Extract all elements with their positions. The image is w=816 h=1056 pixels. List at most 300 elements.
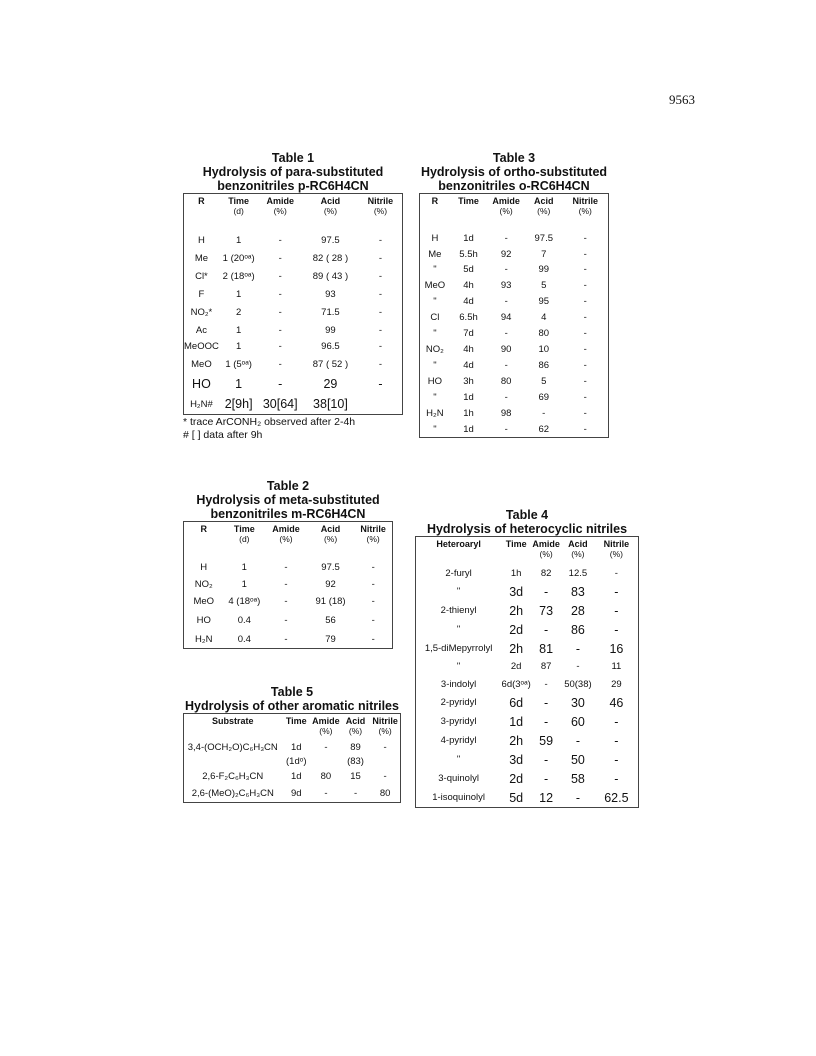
table-cell: 1d <box>463 392 474 403</box>
table-row <box>184 768 400 785</box>
column-header: Acid <box>320 196 341 206</box>
table-cell: - <box>278 358 282 370</box>
table-cell: 3h <box>463 376 474 387</box>
table-cell: - <box>583 328 587 339</box>
table-cell: - <box>504 360 508 371</box>
table-cell: 2d <box>510 661 522 672</box>
table-cell: - <box>575 790 580 805</box>
unit-cell: (%) <box>539 549 553 559</box>
table-cell: 4h <box>463 280 474 291</box>
t5-grid <box>184 714 400 802</box>
table-cell: - <box>378 288 383 300</box>
table-cell: 87 ( 52 ) <box>312 358 349 370</box>
table-row <box>420 262 608 277</box>
table-cell: - <box>278 306 282 318</box>
table-cell: 94 <box>500 312 512 323</box>
table-cell: 2-thienyl <box>440 605 477 616</box>
table-1-notes <box>183 416 403 442</box>
table-cell: HO <box>192 377 211 391</box>
table-cell: MeO <box>193 595 215 607</box>
table-cell: 3d <box>509 584 524 599</box>
table-2-title <box>183 479 393 521</box>
table-1-title <box>183 151 403 193</box>
table-cell: HO <box>427 376 442 387</box>
table-row <box>420 247 608 262</box>
table-cell: " <box>456 624 461 635</box>
table-cell: 80 <box>379 788 391 799</box>
t1-title-line: Table 1 <box>271 151 315 165</box>
table-cell: 1d <box>290 771 302 782</box>
table-cell: - <box>378 270 383 282</box>
table-cell: " <box>433 328 437 339</box>
unit-cell: (%) <box>323 206 338 216</box>
table-cell: - <box>575 733 580 748</box>
table-cell: 2h <box>509 603 524 618</box>
table-cell: - <box>544 752 549 767</box>
table-row <box>420 405 608 422</box>
table-cell: 1 (5ᵒᵃ) <box>225 358 252 370</box>
table-cell: 4 <box>541 312 547 323</box>
table-cell: 97.5 <box>534 233 554 244</box>
column-header: Nitrile <box>372 716 398 726</box>
table-cell: 4 (18ᵒᵃ) <box>228 595 261 607</box>
column-header: Amide <box>492 196 520 206</box>
table-cell: " <box>433 360 437 371</box>
column-header: Acid <box>320 524 341 534</box>
table-cell: 92 <box>325 578 336 590</box>
table-cell: 82 ( 28 ) <box>312 252 349 264</box>
table-cell: 86 <box>538 360 550 371</box>
table-cell: 38[10] <box>313 397 348 411</box>
table-cell: Ac <box>195 324 207 336</box>
table-cell: - <box>284 561 288 573</box>
table-cell: - <box>284 633 288 645</box>
unit-row <box>184 534 392 558</box>
table-cell: 1 <box>235 377 243 391</box>
unit-row <box>184 206 402 230</box>
table-cell: H₂N <box>426 408 444 419</box>
table-cell: - <box>378 377 383 391</box>
table-cell: - <box>575 641 580 656</box>
unit-cell <box>416 549 501 565</box>
table-4 <box>415 508 639 808</box>
table-cell: - <box>378 252 383 264</box>
t2-title-line: benzonitriles m-RC6H4CN <box>210 507 366 521</box>
table-cell: 30 <box>570 695 585 710</box>
table-cell: 1,5-diMepyrrolyl <box>424 643 493 654</box>
table-cell: - <box>324 742 328 753</box>
table-cell: Cl <box>430 312 440 323</box>
column-header: Nitrile <box>367 196 394 206</box>
table-cell: - <box>583 312 587 323</box>
table-cell: 2h <box>509 641 524 656</box>
table-cell: " <box>433 264 437 275</box>
table-cell: - <box>383 742 387 753</box>
unit-cell: (%) <box>537 206 551 216</box>
table-2 <box>183 479 393 649</box>
table-cell: 92 <box>500 249 512 260</box>
unit-cell: (%) <box>319 726 333 736</box>
table-row <box>420 326 608 341</box>
table-cell: - <box>504 296 508 307</box>
table-cell: 12 <box>539 790 554 805</box>
table-row <box>184 630 392 648</box>
table-cell: - <box>614 603 619 618</box>
t2-title-line: Table 2 <box>266 479 310 493</box>
t5-title-line: Table 5 <box>270 685 314 699</box>
table-cell: - <box>544 622 549 637</box>
table-row <box>184 338 402 354</box>
table-cell: - <box>371 614 375 626</box>
table-cell: Me <box>428 249 442 260</box>
table-cell: 2d <box>509 771 524 786</box>
table-cell <box>370 755 400 768</box>
table-cell: - <box>378 234 383 246</box>
table-4-title <box>415 508 639 536</box>
unit-cell <box>184 534 223 558</box>
table-5-title <box>183 685 401 713</box>
table-cell: 50 <box>570 752 585 767</box>
table-row <box>420 309 608 326</box>
table-cell: 97.5 <box>321 234 340 246</box>
table-cell: - <box>383 771 387 782</box>
table-cell: 73 <box>539 603 554 618</box>
table-cell: 15 <box>350 771 361 782</box>
unit-cell <box>184 206 219 230</box>
table-row <box>184 576 392 592</box>
table-cell: 58 <box>570 771 585 786</box>
table-cell: - <box>614 771 619 786</box>
column-header: Nitrile <box>603 539 630 549</box>
table-cell: H₂N <box>195 633 213 645</box>
table-cell: - <box>504 424 508 435</box>
table-cell: 86 <box>570 622 585 637</box>
unit-cell: (%) <box>279 534 293 544</box>
table-row <box>416 620 638 639</box>
t4-title-line: Hydrolysis of heterocyclic nitriles <box>426 522 628 536</box>
table-3-title <box>419 151 609 193</box>
table-cell: 62.5 <box>604 790 629 805</box>
table-cell: 69 <box>538 392 550 403</box>
table-cell: " <box>433 296 437 307</box>
table-row <box>416 658 638 675</box>
table-row <box>420 230 608 247</box>
table-cell: - <box>278 270 282 282</box>
table-cell: - <box>614 714 619 729</box>
table-3 <box>419 151 609 438</box>
table-row <box>420 277 608 294</box>
table-cell: 5.5h <box>459 249 478 260</box>
column-header: Acid <box>568 539 588 549</box>
table-row <box>184 740 400 755</box>
table-cell: - <box>583 344 587 355</box>
table-cell: 60 <box>570 714 585 729</box>
table-cell: 1 <box>241 578 247 590</box>
table-row <box>184 374 402 394</box>
table-cell: 1-isoquinolyl <box>432 792 485 803</box>
table-cell: 5d <box>463 264 474 275</box>
page-number: 9563 <box>669 92 695 107</box>
table-cell: 30[64] <box>262 397 298 411</box>
table-cell: - <box>504 328 508 339</box>
table-cell: 56 <box>325 614 336 626</box>
table-cell: MeOOC <box>184 340 219 352</box>
column-header: Amide <box>272 524 300 534</box>
column-header: Nitrile <box>360 524 386 534</box>
table-row <box>416 750 638 769</box>
table-cell: - <box>371 578 375 590</box>
table-row <box>416 565 638 582</box>
table-cell: 1 <box>235 288 242 300</box>
table-cell: - <box>583 280 587 291</box>
table-cell: 4h <box>463 344 474 355</box>
column-header: Substrate <box>212 716 254 726</box>
table-row <box>184 286 402 302</box>
unit-cell: (%) <box>323 534 338 544</box>
table-note: # [ ] data after 9h <box>183 429 263 441</box>
table-cell: 5 <box>541 376 547 387</box>
t3-grid <box>420 194 608 437</box>
table-cell: H <box>200 561 208 573</box>
table-row <box>184 558 392 576</box>
header-row <box>416 537 638 549</box>
table-cell: 1 (20ᵒᵃ) <box>222 252 255 264</box>
table-cell: 11 <box>611 661 622 672</box>
table-note: * trace ArCONH₂ observed after 2-4h <box>183 416 356 428</box>
table-cell: - <box>583 360 587 371</box>
table-cell: 4d <box>463 296 474 307</box>
table-cell: - <box>378 340 383 352</box>
unit-cell: (%) <box>571 549 585 559</box>
table-cell: 81 <box>539 641 554 656</box>
table-cell: 71.5 <box>321 306 340 318</box>
table-row <box>184 785 400 802</box>
unit-row <box>184 726 400 740</box>
table-cell: 2 <box>235 306 242 318</box>
t1-grid <box>184 194 402 414</box>
table-cell: 3-quinolyl <box>438 773 479 784</box>
table-cell: - <box>583 392 587 403</box>
table-cell: - <box>583 424 587 435</box>
table-1-box <box>183 193 403 415</box>
table-cell: - <box>324 788 328 799</box>
table-cell: " <box>456 586 461 597</box>
table-row <box>184 755 400 768</box>
table-cell: 95 <box>538 296 550 307</box>
table-cell: 93 <box>500 280 512 291</box>
table-cell: 2-furyl <box>445 568 472 579</box>
table-cell: H₂N# <box>190 398 213 410</box>
table-row <box>184 592 392 610</box>
unit-cell: (d) <box>239 534 250 544</box>
table-cell: - <box>544 678 548 690</box>
table-cell: Me <box>194 252 209 264</box>
table-cell: 2[9h] <box>224 397 253 411</box>
unit-cell <box>501 549 531 565</box>
t3-title-line: Hydrolysis of ortho-substituted <box>420 165 608 179</box>
table-cell: - <box>284 595 288 607</box>
table-row <box>420 390 608 405</box>
table-2-box <box>183 521 393 649</box>
unit-cell: (%) <box>378 726 392 736</box>
table-cell: - <box>284 614 288 626</box>
column-header: Amide <box>312 716 340 726</box>
unit-cell: (d) <box>233 206 244 216</box>
table-cell: 1 <box>235 324 242 336</box>
table-3-box <box>419 193 609 438</box>
table-cell: 2d <box>509 622 524 637</box>
table-row <box>420 294 608 309</box>
table-cell: 3d <box>509 752 524 767</box>
table-cell: - <box>353 788 358 799</box>
table-cell: 0.4 <box>237 614 251 626</box>
table-cell: 2,6-F₂C₆H₃CN <box>202 771 264 782</box>
table-cell: 4-pyridyl <box>440 735 477 746</box>
table-5-box <box>183 713 401 803</box>
table-row <box>416 731 638 750</box>
table-cell: 1h <box>463 408 474 419</box>
table-cell: 7 <box>541 249 547 260</box>
table-cell: - <box>583 408 587 419</box>
table-row <box>184 230 402 250</box>
table-cell: 28 <box>570 603 585 618</box>
t5-title-line: Hydrolysis of other aromatic nitriles <box>185 699 399 713</box>
t2-title-line: Hydrolysis of meta-substituted <box>196 493 380 507</box>
table-cell: 83 <box>570 584 585 599</box>
table-cell: - <box>378 358 383 370</box>
table-cell: NO₂* <box>190 306 213 318</box>
table-cell: 80 <box>320 771 332 782</box>
table-cell: - <box>544 695 549 710</box>
table-row <box>416 712 638 731</box>
table-cell: 7d <box>463 328 474 339</box>
column-header: Amide <box>532 539 560 549</box>
unit-cell: (%) <box>578 206 592 216</box>
table-cell: 1d <box>463 233 474 244</box>
table-cell: 99 <box>538 264 550 275</box>
table-cell: 96.5 <box>321 340 340 352</box>
table-cell: 79 <box>325 633 336 645</box>
t3-title-line: Table 3 <box>492 151 536 165</box>
table-cell: 29 <box>611 678 622 690</box>
table-cell: 97.5 <box>321 561 340 573</box>
table-cell: - <box>614 584 619 599</box>
table-cell: 99 <box>325 324 336 336</box>
table-cell: 1d <box>463 424 474 435</box>
table-cell: 91 (18) <box>315 595 346 607</box>
table-cell: - <box>278 340 282 352</box>
unit-cell <box>282 726 311 740</box>
table-cell: - <box>278 324 282 336</box>
table-row <box>184 302 402 322</box>
column-header: Time <box>458 196 479 206</box>
table-cell: - <box>278 288 282 300</box>
unit-cell: (%) <box>273 206 287 216</box>
table-cell: 89 ( 43 ) <box>312 270 349 282</box>
unit-cell: (%) <box>499 206 513 216</box>
table-cell: - <box>583 249 587 260</box>
table-cell: 16 <box>609 641 624 656</box>
table-cell: - <box>614 752 619 767</box>
column-header: Acid <box>345 716 366 726</box>
table-cell: - <box>371 633 375 645</box>
table-cell: 50(38) <box>564 678 592 690</box>
table-row <box>420 373 608 390</box>
table-cell: 2,6-(MeO)₂C₆H₃CN <box>191 788 274 799</box>
table-row <box>184 354 402 374</box>
table-cell: 80 <box>500 376 512 387</box>
table-cell: (83) <box>347 756 364 767</box>
table-cell: - <box>371 561 375 573</box>
table-cell: 9d <box>290 788 302 799</box>
table-row <box>416 639 638 658</box>
table-cell: 1h <box>510 568 522 579</box>
unit-cell <box>450 206 488 230</box>
table-cell: 46 <box>609 695 624 710</box>
table-cell: 6d <box>509 695 524 710</box>
table-cell: 5 <box>541 280 547 291</box>
table-cell: - <box>378 306 383 318</box>
table-cell: - <box>278 252 282 264</box>
table-row <box>416 693 638 712</box>
table-cell: MeO <box>191 358 212 370</box>
table-cell: " <box>456 754 461 765</box>
table-row <box>416 582 638 601</box>
table-cell: 62 <box>538 424 550 435</box>
table-cell: 6.5h <box>459 312 478 323</box>
table-cell: NO₂ <box>194 578 213 590</box>
column-header: Nitrile <box>572 196 599 206</box>
table-cell: " <box>433 392 437 403</box>
table-cell: - <box>544 714 549 729</box>
column-header: Time <box>285 716 307 726</box>
column-header: R <box>198 196 205 206</box>
table-cell: 1d <box>290 742 302 753</box>
column-header: Amide <box>266 196 294 206</box>
table-row <box>184 250 402 266</box>
table-cell: 1 <box>235 340 242 352</box>
table-cell: 0.4 <box>237 633 251 645</box>
t1-title-line: Hydrolysis of para-substituted <box>202 165 384 179</box>
table-cell: 98 <box>500 408 512 419</box>
table-cell: - <box>583 264 587 275</box>
table-cell: - <box>583 233 587 244</box>
table-cell: - <box>371 595 375 607</box>
table-row <box>184 266 402 286</box>
unit-cell <box>184 726 282 740</box>
table-row <box>420 422 608 437</box>
table-cell: 82 <box>540 568 552 579</box>
table-cell: 89 <box>350 742 361 753</box>
table-cell: - <box>544 771 549 786</box>
table-1 <box>183 151 403 442</box>
table-cell <box>359 394 402 414</box>
t3-title-line: benzonitriles o-RC6H4CN <box>438 179 590 193</box>
column-header: Time <box>233 524 255 534</box>
table-cell: 93 <box>325 288 336 300</box>
header-row <box>184 522 392 534</box>
table-cell: - <box>378 324 383 336</box>
header-row <box>184 714 400 726</box>
table-cell: (1dᵒ) <box>286 756 307 767</box>
table-cell: 90 <box>500 344 512 355</box>
table-cell: H <box>431 233 439 244</box>
table-cell: - <box>542 408 546 419</box>
table-cell: 1 <box>241 561 247 573</box>
table-row <box>420 358 608 373</box>
table-cell: - <box>544 584 549 599</box>
table-cell: 80 <box>538 328 550 339</box>
